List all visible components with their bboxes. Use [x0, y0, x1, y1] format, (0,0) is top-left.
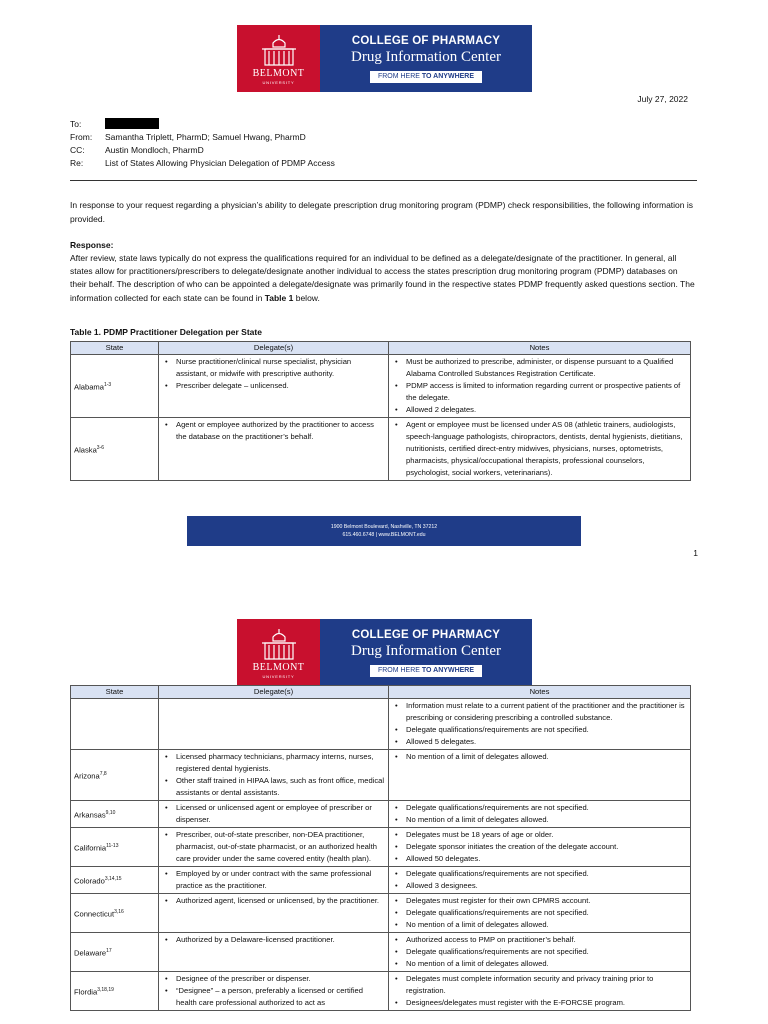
reference-superscript: 17 [106, 947, 112, 954]
note-item: • Delegates must register for their own CPMRS account. [392, 895, 687, 907]
state-name: Arkansas [74, 810, 106, 820]
delegate-item: • Prescriber delegate – unlicensed. [162, 380, 385, 392]
header-notes: Notes [389, 686, 691, 699]
university-building-icon [259, 627, 299, 661]
tagline [370, 665, 482, 677]
note-item: • Allowed 5 delegates. [392, 736, 687, 748]
tagline-plain: FROM HERE [377, 73, 420, 80]
note-item: • No mention of a limit of delegates allowed. [392, 958, 687, 970]
reference-superscript: 3,18,19 [97, 986, 114, 993]
note-item: • Allowed 2 delegates. [392, 404, 687, 416]
delegates-cell [159, 867, 389, 894]
response-line: practitioner. In general, all states allow for practitioners/prescribers to delegate/designate another individual to access the states prescription [70, 253, 677, 277]
notes-cell [389, 933, 691, 972]
table-row [71, 828, 691, 867]
logo-subtitle: UNIVERSITY [262, 674, 295, 679]
table-row [71, 894, 691, 933]
response-heading: Response: [70, 240, 114, 250]
state-name: Delaware [74, 948, 107, 958]
university-building-icon [259, 33, 299, 67]
state-name: Arizona [74, 771, 100, 781]
table-row [71, 801, 691, 828]
center-title: Drug Information Center [351, 643, 501, 659]
memo-date: July 27, 2022 [637, 94, 688, 104]
note-item: • Delegates must complete information security and privacy training prior to registration. [392, 973, 687, 997]
note-item: • Authorized access to PMP on practitioner’s behalf. [392, 934, 687, 946]
note-item: • No mention of a limit of delegates allowed. [392, 919, 687, 931]
page-number: 1 [693, 548, 698, 558]
note-item: • No mention of a limit of delegates allowed. [392, 751, 687, 763]
delegate-item: • Licensed or unlicensed agent or employee of prescriber or dispenser. [162, 802, 385, 826]
note-item: • Designees/delegates must register with the E-FORCSE program. [392, 997, 687, 1009]
delegate-item: • Agent or employee authorized by the practitioner to access the database on the practitioner’s behalf. [162, 419, 385, 443]
delegate-item: • Designee of the prescriber or dispenser. [162, 973, 385, 985]
delegate-item: • Authorized agent, licensed or unlicensed, by the practitioner. [162, 895, 385, 907]
logo-name: BELMONT [252, 68, 305, 79]
note-item: • Allowed 50 delegates. [392, 853, 687, 865]
reference-superscript: 3,16 [114, 908, 124, 915]
header-banner [237, 619, 532, 686]
notes-cell [389, 894, 691, 933]
memo-header [70, 118, 335, 170]
header-notes: Notes [389, 342, 691, 355]
delegates-cell [159, 972, 389, 1011]
reference-superscript: 11-13 [106, 842, 119, 849]
state-cell [71, 801, 159, 828]
note-item: • Allowed 3 designees. [392, 880, 687, 892]
state-cell [71, 894, 159, 933]
table-row [71, 699, 691, 750]
header-banner [237, 25, 532, 92]
header-delegates: Delegate(s) [159, 686, 389, 699]
delegates-cell [159, 933, 389, 972]
delegate-item: • Other staff trained in HIPAA laws, such as front office, medical assistants or dental assistants. [162, 775, 385, 799]
note-item: • Delegate sponsor initiates the creation of the delegate account. [392, 841, 687, 853]
state-cell [71, 699, 159, 750]
state-name: Alaska [74, 445, 97, 455]
delegate-item: • “Designee” – a person, preferably a licensed or certified health care professional authorized to act as [162, 985, 385, 1009]
delegate-item: • Employed by or under contract with the same professional practice as the practitioner. [162, 868, 385, 892]
response-line: After review, state laws typically do not express the qualifications required for an individual to be defined as a delegate/designate of the [70, 253, 577, 263]
table-row [71, 867, 691, 894]
response-paragraph [70, 252, 695, 305]
note-item: • PDMP access is limited to information regarding current or prospective patients of the delegate. [392, 380, 687, 404]
to-label: To: [70, 119, 82, 129]
state-name: California [74, 843, 107, 853]
memo-page-2 [0, 580, 768, 1024]
intro-paragraph: In response to your request regarding a physician’s ability to delegate prescription drug monitoring program (PDMP) check responsibilities, the following information is provided. [70, 200, 694, 224]
state-cell [71, 828, 159, 867]
footer-bar [187, 516, 581, 546]
delegate-item: • Nurse practitioner/clinical nurse specialist, physician assistant, or midwife with prescriptive authority. [162, 356, 385, 380]
redacted-recipient [105, 118, 159, 129]
delegates-cell [159, 355, 389, 418]
delegates-cell [159, 894, 389, 933]
delegation-table-2 [70, 685, 691, 1011]
response-end: below. [293, 292, 320, 303]
footer-address: 1900 Belmont Boulevard, Nashville, TN 37212 [330, 524, 438, 530]
tagline [370, 71, 482, 83]
table-row [71, 933, 691, 972]
note-item: • Delegates must be 18 years of age or older. [392, 829, 687, 841]
delegation-table-1 [70, 341, 691, 481]
header-state: State [71, 342, 159, 355]
reference-superscript: 3-6 [96, 444, 105, 451]
reference-superscript: 1-3 [103, 381, 112, 388]
belmont-logo [237, 619, 320, 686]
divider [70, 180, 697, 181]
cc-label: CC: [70, 145, 85, 155]
center-title: Drug Information Center [351, 49, 501, 65]
note-item: • Delegate qualifications/requirements are not specified. [392, 868, 687, 880]
state-cell [71, 750, 159, 801]
table-reference: Table 1 [264, 292, 294, 303]
notes-cell [389, 972, 691, 1011]
college-title: COLLEGE OF PHARMACY [351, 35, 501, 47]
logo-subtitle: UNIVERSITY [262, 80, 295, 85]
notes-cell [389, 801, 691, 828]
table-row [71, 750, 691, 801]
college-title: COLLEGE OF PHARMACY [351, 629, 501, 641]
state-name: Connecticut [74, 909, 115, 919]
page-gap [0, 572, 768, 580]
delegates-cell [159, 828, 389, 867]
note-item: • Delegate qualifications/requirements are not specified. [392, 724, 687, 736]
tagline-bold: TO ANYWHERE [421, 667, 475, 674]
delegates-cell [159, 418, 389, 481]
footer-contact: 615.460.6748 | www.BELMONT.edu [342, 532, 426, 538]
note-item: • Delegate qualifications/requirements are not specified. [392, 946, 687, 958]
notes-cell [389, 355, 691, 418]
response-line: in the respective states PDMP frequently asked questions section. The information collected for each state can be found in [70, 279, 695, 303]
from-label: From: [70, 132, 93, 142]
reference-superscript: 7,8 [99, 770, 107, 777]
delegates-cell [159, 750, 389, 801]
state-name: Alabama [74, 382, 104, 392]
state-cell [71, 972, 159, 1011]
header-state: State [71, 686, 159, 699]
notes-cell [389, 750, 691, 801]
response-line: drug monitoring program (PDMP) databases on their behalf. The description of who can be appointed a delegate/designate was primarily found [70, 266, 678, 290]
delegate-item: • Licensed pharmacy technicians, pharmacy interns, nurses, registered dental hygienists. [162, 751, 385, 775]
state-name: Colorado [74, 876, 105, 886]
logo-name: BELMONT [252, 662, 305, 673]
table-row [71, 355, 691, 418]
note-item: • No mention of a limit of delegates allowed. [392, 814, 687, 826]
memo-from: Samantha Triplett, PharmD; Samuel Hwang, PharmD [105, 132, 306, 142]
notes-cell [389, 828, 691, 867]
state-cell [71, 355, 159, 418]
delegate-item: • Authorized by a Delaware-licensed practitioner. [162, 934, 385, 946]
notes-cell [389, 867, 691, 894]
table-row [71, 418, 691, 481]
memo-cc: Austin Mondloch, PharmD [105, 145, 204, 155]
memo-subject: List of States Allowing Physician Delegation of PDMP Access [105, 158, 335, 168]
note-item: • Agent or employee must be licensed under AS 08 (athletic trainers, audiologists, speech-language pathologists, chiropractors, dentists, dental hygienists, dietitians, nutritionists, certified direct-entry midwives, physicians, nurses, optometrists, pharmacists, physical/occupational therapists, professional counselors, psychologist, social workers, veterinarians). [392, 419, 687, 479]
tagline-plain: FROM HERE [377, 667, 420, 674]
belmont-logo [237, 25, 320, 92]
reference-superscript: 3,14,15 [104, 875, 122, 882]
state-cell [71, 867, 159, 894]
state-cell [71, 418, 159, 481]
note-item: • Must be authorized to prescribe, administer, or dispense pursuant to a Qualified Alabama Controlled Substances Registration Certificate. [392, 356, 687, 380]
tagline-bold: TO ANYWHERE [421, 73, 475, 80]
delegate-item: • Prescriber, out-of-state prescriber, non-DEA practitioner, pharmacist, out-of-state pharmacist, or an authorized health care provider under the same covered entity (health plan). [162, 829, 385, 865]
header-delegates: Delegate(s) [159, 342, 389, 355]
note-item: • Delegate qualifications/requirements are not specified. [392, 802, 687, 814]
re-label: Re: [70, 158, 84, 168]
notes-cell [389, 699, 691, 750]
notes-cell [389, 418, 691, 481]
table-caption: Table 1. PDMP Practitioner Delegation per State [70, 327, 262, 337]
reference-superscript: 9,10 [105, 809, 116, 816]
delegates-cell [159, 801, 389, 828]
note-item: • Information must relate to a current patient of the practitioner and the practitioner is prescribing or considering prescribing a controlled substance. [392, 700, 687, 724]
delegates-cell [159, 699, 389, 750]
note-item: • Delegate qualifications/requirements are not specified. [392, 907, 687, 919]
state-cell [71, 933, 159, 972]
state-name: Flordia [74, 987, 98, 997]
table-row [71, 972, 691, 1011]
